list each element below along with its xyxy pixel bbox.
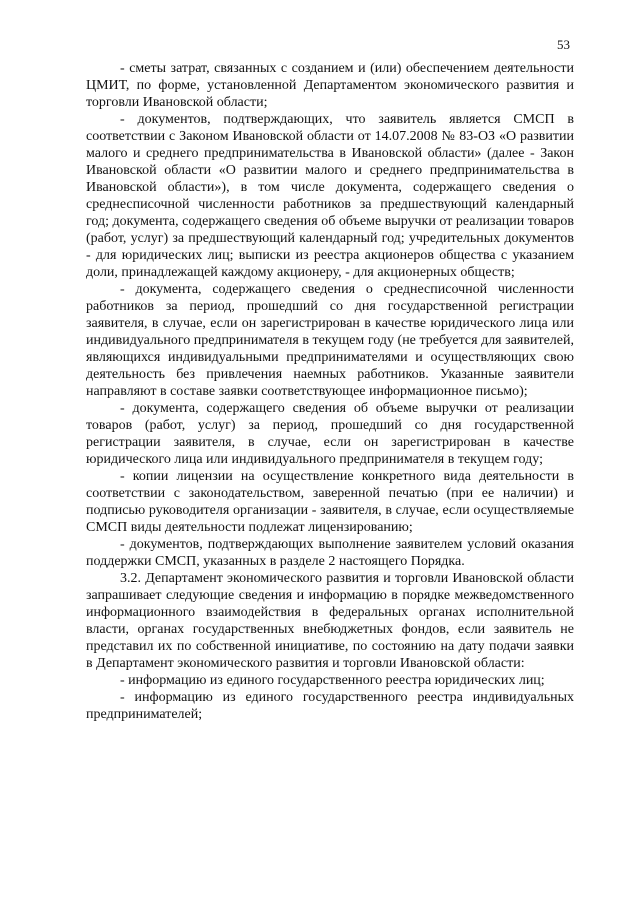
paragraph-kopii-licenzii: - копии лицензии на осуществление конкретного вида деятельности в соответствии с законодательством, заверенной печатью (при ее наличии) и подписью руководителя организации - заявителя, в случае, если осуществляемые СМСП виды деятельности подлежат лицензированию;	[86, 469, 574, 535]
paragraph-section-3-2: 3.2. Департамент экономического развития и торговли Ивановской области запрашивает следующие сведения и информацию в порядке межведомственного информационного взаимодействия в федеральных органах исполнительной власти, органах государственных внебюджетных фондов, если заявитель не представил их по собственной инициативе, по состоянию на дату подачи заявки в Департамент экономического развития и торговли Ивановской области:	[86, 571, 574, 671]
paragraph-egrul: - информацию из единого государственного реестра юридических лиц;	[120, 673, 545, 688]
paragraph-smety-zatrat: - сметы затрат, связанных с созданием и (или) обеспечением деятельности ЦМИТ, по форме, установленной Департаментом экономического развития и торговли Ивановской области;	[86, 61, 574, 110]
paragraph-egrip: - информацию из единого государственного реестра индивидуальных предпринимателей;	[86, 690, 574, 722]
paragraph-obem-vyruchki: - документа, содержащего сведения об объеме выручки от реализации товаров (работ, услуг) за период, прошедший со дня государственной регистрации заявителя, в случае, если он зарегистрирован в качестве юридического лица или индивидуального предпринимателя в текущем году;	[86, 401, 574, 467]
paragraph-dokumenty-smsp: - документов, подтверждающих, что заявитель является СМСП в соответствии с Законом Ивановской области от 14.07.2008 № 83-ОЗ «О развитии малого и среднего предпринимательства в Ивановской области» (далее - Закон Ивановской области «О развитии малого и среднего предпринимательства в Ивановской области»), в том числе документа, содержащего сведения о среднесписочной численности работников за предшествующий календарный год; документа, содержащего сведения об объеме выручки от реализации товаров (работ, услуг) за предшествующий календарный год; учредительных документов - для юридических лиц; выписки из реестра акционеров общества с указанием доли, принадлежащей каждому акционеру, - для акционерных обществ;	[86, 112, 574, 280]
paragraph-srednespisochnaya-chislennost: - документа, содержащего сведения о среднесписочной численности работников за период, прошедший со дня государственной регистрации заявителя, в случае, если он зарегистрирован в качестве юридического лица или индивидуального предпринимателя в текущем году (не требуется для заявителей, являющихся индивидуальными предпринимателями и осуществляющих свою деятельность без привлечения наемных работников. Указанные заявители направляют в составе заявки соответствующее информационное письмо);	[86, 282, 574, 399]
document-body	[86, 60, 574, 723]
page-number: 53	[557, 37, 570, 52]
paragraph-usloviya-podderzhki: - документов, подтверждающих выполнение заявителем условий оказания поддержки СМСП, указанных в разделе 2 настоящего Порядка.	[86, 537, 574, 569]
